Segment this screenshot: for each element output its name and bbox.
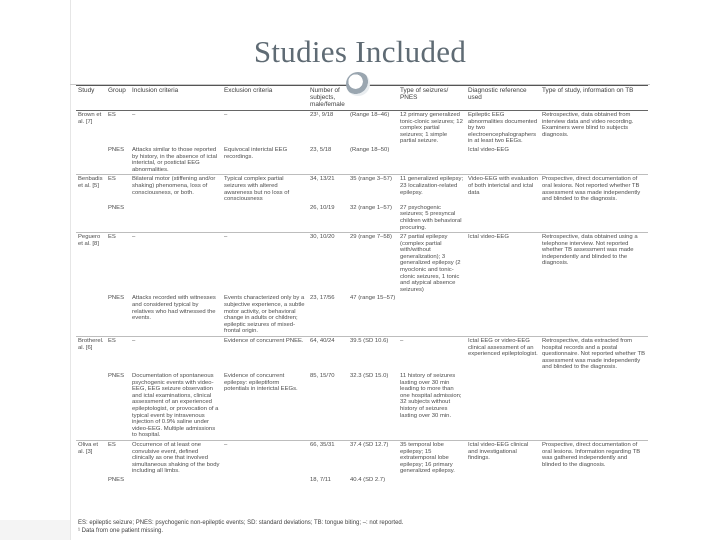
table-row [76,372,648,440]
cell-diagnostic-reference [466,372,540,440]
cell-subjects: 30, 10/20 [308,233,348,295]
cell-subjects: 23, 5/18 [310,146,332,153]
cell-inclusion [130,204,222,233]
cell-subjects: 26, 10/19 [310,204,335,211]
cell-seizure-type: 12 primary generalized tonic-clonic seizures; 12 complex partial seizures; 1 simple partial seizure. [398,111,466,146]
cell-seizure-type [398,476,466,485]
table-row [76,204,648,233]
cell-study-type [540,146,648,175]
left-margin-panel [0,0,71,540]
cell-inclusion: Bilateral motor (stiffening and/or shaking) phenomena, loss of consciousness, or both. [130,175,222,204]
cell-study-type: Retrospective, data obtained using a telephone interview. Not reported whether TB assessment was made independently and blinded to the diagnosis. [540,233,648,295]
cell-study [76,204,106,233]
cell-age: 47 (range 15–57) [350,295,396,302]
cell-exclusion: – [222,440,308,475]
cell-age: 29 (range 7–58) [348,233,398,295]
cell-inclusion: Occurrence of at least one convulsive event, defined clinically as one that involved simultaneous shaking of the body including all limbs. [130,440,222,475]
cell-seizure-type [398,146,466,175]
cell-group: PNES [108,476,125,483]
cell-diagnostic-reference [466,204,540,233]
cell-group: ES [106,233,130,295]
cell-exclusion: Typical complex partial seizures with altered awareness but no loss of consciousness [222,175,308,204]
header-inclusion: Inclusion criteria [130,86,222,111]
cell-group: ES [106,111,130,146]
cell-diagnostic-reference [466,294,540,336]
cell-study: Brotherel. al. [6] [76,337,106,372]
cell-study-type: Retrospective, data obtained from interview data and video recording. Examiners were blind to subjects diagnosis. [540,111,648,146]
cell-inclusion: – [130,337,222,372]
cell-inclusion [130,476,222,485]
cell-inclusion: – [130,233,222,295]
table-body [76,111,648,485]
cell-inclusion: Attacks similar to those reported by history, in the absence of ictal interictal, or postictal EEG abnormalities. [132,146,218,173]
cell-subjects: 64, 40/24 [308,337,348,372]
table-row [76,440,648,475]
cell-diagnostic-reference: Ictal video-EEG clinical and investigational findings. [466,440,540,475]
cell-study-type: Prospective, direct documentation of oral lesions. Information regarding TB was gathered independently and blinded to the diagnosis. [540,440,648,475]
cell-subjects: 18, 7/11 [310,476,331,483]
cell-age: (Range 18–50) [350,146,390,153]
cell-study-type [540,372,648,440]
cell-group: ES [106,440,130,475]
cell-group: ES [106,175,130,204]
cell-study [76,372,106,440]
cell-study: Peguero et al. [8] [76,233,106,295]
cell-group: PNES [108,146,125,153]
cell-exclusion: – [222,233,308,295]
studies-table-container [76,85,648,523]
cell-exclusion: Equivocal interictal EEG recordings. [224,146,288,160]
cell-age: (Range 18–46) [348,111,398,146]
cell-seizure-type: 27 psychogenic seizures; 5 presyncal children with behavioral procuring. [400,204,462,231]
cell-group: PNES [108,295,125,302]
slide-title: Studies Included [253,34,467,69]
cell-study: Brown et al. [7] [76,111,106,146]
cell-inclusion: Documentation of spontaneous psychogenic events with video-EEG, EEG seizure observation and ictal examinations, clinical assessment of an experienced epileptologist, or provocation of a typical event by intravenous injection of 0.9% saline under video-EEG. Multiple admissions to hospital. [132,372,219,439]
cell-subjects: 23¹, 9/18 [308,111,348,146]
header-group: Group [106,86,130,111]
cell-exclusion: Evidence of concurrent PNEE. [222,337,308,372]
cell-seizure-type: 11 history of seizures lasting over 30 min leading to more than one hospital admission; 32 subjects without history of seizures lasting over 30 min. [400,372,462,419]
left-footer-tint [0,520,70,540]
cell-study-type: Prospective, direct documentation of oral lesions. Not reported whether TB assessment was made independently and blinded to the diagnosis. [540,175,648,204]
table-footnotes [78,520,648,535]
cell-exclusion [222,476,308,485]
cell-inclusion: – [130,111,222,146]
cell-study: Oliva et al. [3] [76,440,106,475]
cell-exclusion [222,204,308,233]
table-row [76,337,648,372]
header-study: Study [76,86,106,111]
cell-group: PNES [108,204,125,211]
cell-exclusion: Evidence of concurrent epilepsy: epileptiform potentials in interictal EEGs. [224,372,298,393]
cell-study [76,146,106,175]
title-ornament-icon [346,72,370,96]
cell-diagnostic-reference: Video-EEG with evaluation of both interictal and ictal data [466,175,540,204]
cell-diagnostic-reference: Epileptic EEG abnormalities documented by two electroencephalographers in at least two EEGs. [466,111,540,146]
cell-diagnostic-reference: Ictal EEG or video-EEG clinical assessment of an experienced epileptologist. [466,337,540,372]
cell-seizure-type: 11 generalized epilepsy; 23 localization-related epilepsy. [398,175,466,204]
cell-study-type [540,294,648,336]
cell-seizure-type: 35 temporal lobe epilepsy; 15 extratemporal lobe epilepsy; 16 primary generalized epilepsy. [398,440,466,475]
table-row [76,146,648,175]
cell-age: 40.4 (SD 2.7) [350,476,386,483]
footnote-missing-data: ¹ Data from one patient missing. [78,527,164,534]
cell-subjects: 85, 15/70 [310,372,335,379]
header-diagnostic-reference: Diagnostic reference used [466,86,540,111]
cell-subjects: 23, 17/56 [310,295,335,302]
cell-age: 39.5 (SD 10.6) [348,337,398,372]
cell-age: 37.4 (SD 12.7) [348,440,398,475]
cell-diagnostic-reference: Ictal video-EEG [468,146,509,153]
header-seizure-type: Type of seizures/ PNES [398,86,466,111]
cell-seizure-type [398,294,466,336]
studies-table [76,85,648,484]
cell-subjects: 34, 13/21 [308,175,348,204]
cell-study-type [540,476,648,485]
cell-exclusion: – [222,111,308,146]
header-exclusion: Exclusion criteria [222,86,308,111]
cell-study-type [540,204,648,233]
cell-age: 32.3 (SD 15.0) [350,372,389,379]
table-row [76,294,648,336]
cell-subjects: 66, 35/31 [308,440,348,475]
cell-diagnostic-reference [466,476,540,485]
cell-group: ES [106,337,130,372]
header-subjects: Number of subjects, male/female [308,86,348,111]
cell-age: 35 (range 3–57) [348,175,398,204]
table-row [76,175,648,204]
header-study-type: Type of study, information on TB [540,86,648,111]
cell-study-type: Retrospective, data extracted from hospital records and a postal questionnaire. Not reported whether TB assessment was made independently and blinded to the diagnosis. [540,337,648,372]
cell-age: 32 (range 1–57) [350,204,392,211]
cell-study [76,294,106,336]
table-row [76,111,648,146]
cell-seizure-type: 27 partial epilepsy (complex partial with/without generalization); 3 generalized epilepsy (2 myoclonic and tonic-clonic seizures, 1 tonic and atypical absence seizures) [398,233,466,295]
cell-seizure-type: – [398,337,466,372]
table-row [76,476,648,485]
cell-exclusion: Events characterized only by a subjective experience, a subtle motor activity, or behavioral change in adults or children; epileptic seizures of mixed-frontal origin. [224,295,305,335]
footnote-abbreviations: ES: epileptic seizure; PNES: psychogenic non-epileptic events; SD: standard deviations; TB: tongue biting; –: not reported. [78,520,404,526]
cell-group: PNES [108,372,125,379]
cell-diagnostic-reference: Ictal video-EEG [466,233,540,295]
cell-study: Benbadis et al. [5] [76,175,106,204]
cell-inclusion: Attacks recorded with witnesses and considered typical by relatives who had witnessed the events. [132,295,216,322]
cell-study [76,476,106,485]
table-row [76,233,648,295]
